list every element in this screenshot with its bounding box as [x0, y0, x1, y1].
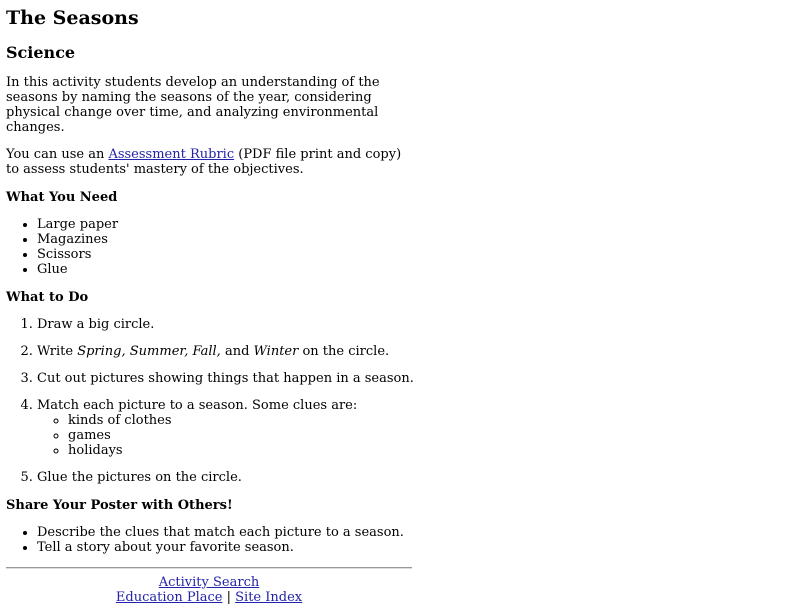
season-fall: Fall, [192, 344, 221, 359]
season-summer: Summer, [129, 344, 189, 359]
what-you-need-heading: What You Need [6, 190, 118, 205]
steps-list [6, 317, 416, 485]
step-2-suffix: on the circle. [298, 344, 390, 359]
footer-row-1 [6, 575, 412, 590]
step-2-prefix: Write [37, 344, 78, 359]
what-to-do-heading: What to Do [6, 290, 89, 305]
footer-divider [6, 567, 412, 569]
share-heading: Share Your Poster with Others! [6, 498, 233, 513]
rubric-prefix: You can use an [6, 147, 109, 162]
list-item: ◦ games [68, 428, 416, 443]
subject-heading: Science [6, 43, 76, 62]
clues-list [37, 413, 416, 458]
activity-search-link[interactable]: Activity Search [158, 575, 260, 590]
list-item: • Scissors [37, 247, 416, 262]
list-item: • Tell a story about your favorite season. [37, 540, 416, 555]
footer-separator: | [226, 590, 231, 605]
footer [6, 575, 412, 605]
step-4-text: Match each picture to a season. Some clues are: [37, 398, 358, 413]
education-place-link[interactable]: Education Place [115, 590, 223, 605]
list-item: • Magazines [37, 232, 416, 247]
page-title: The Seasons [6, 7, 139, 29]
share-list [6, 525, 416, 555]
rubric-suffix: (PDF file print and copy) to assess students' mastery of the objectives. [6, 147, 402, 177]
step-4 [37, 398, 416, 458]
step-2 [37, 344, 416, 359]
list-item: • Large paper [37, 217, 416, 232]
assessment-rubric-link[interactable]: Assessment Rubric [108, 147, 235, 162]
footer-row-2 [6, 590, 412, 605]
step-3: 3. Cut out pictures showing things that happen in a season. [37, 371, 416, 386]
season-spring: Spring, [77, 344, 126, 359]
intro-paragraph: In this activity students develop an understanding of the seasons by naming the seasons of the year, considering physical change over time, and analyzing environmental changes. [6, 75, 380, 135]
step-5: 5. Glue the pictures on the circle. [37, 470, 416, 485]
materials-list [6, 217, 416, 277]
list-item: • Glue [37, 262, 416, 277]
step-2-and: and [224, 344, 250, 359]
step-1: 1. Draw a big circle. [37, 317, 416, 332]
list-item: • Describe the clues that match each picture to a season. [37, 525, 416, 540]
rubric-paragraph [6, 147, 416, 177]
season-winter: Winter [253, 344, 299, 359]
site-index-link[interactable]: Site Index [235, 590, 303, 605]
list-item: ◦ holidays [68, 443, 416, 458]
page-content [6, 0, 416, 605]
list-item: ◦ kinds of clothes [68, 413, 416, 428]
